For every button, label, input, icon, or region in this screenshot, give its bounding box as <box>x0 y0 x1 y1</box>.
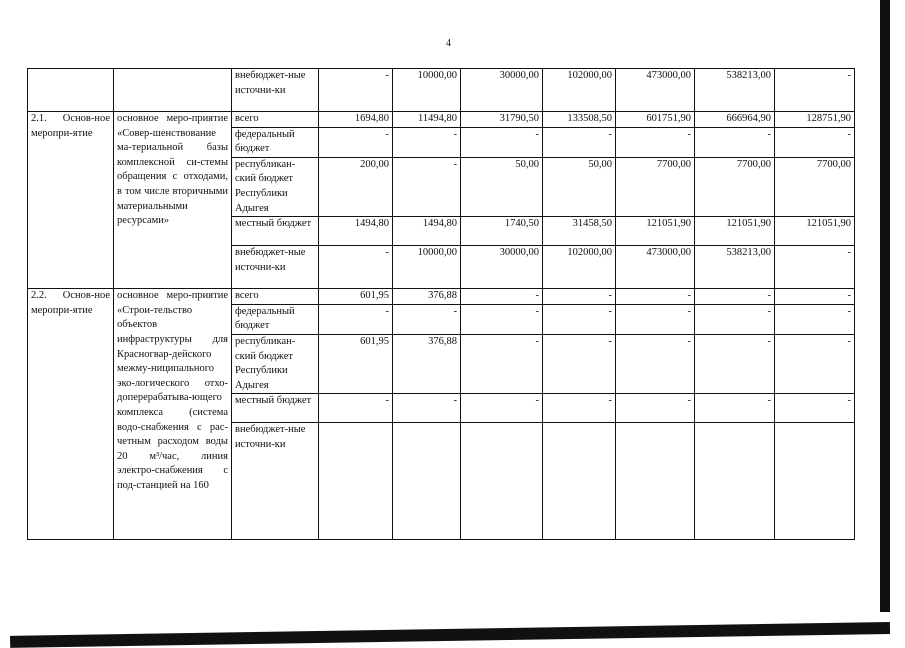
value-cell <box>319 423 393 540</box>
value-cell: 7700,00 <box>616 157 695 216</box>
funding-source: республикан-ский бюджет Республики Адыгея <box>232 157 319 216</box>
value-cell: - <box>543 394 616 423</box>
value-cell <box>775 423 855 540</box>
value-cell: - <box>775 289 855 305</box>
measure-cell <box>114 69 232 112</box>
value-cell: - <box>775 69 855 112</box>
value-cell: - <box>319 394 393 423</box>
table-row <box>28 289 855 305</box>
value-cell: 200,00 <box>319 157 393 216</box>
funding-source: федеральный бюджет <box>232 127 319 157</box>
measure-cell: основное меро-приятие «Строи-тельство объектов инфраструктуры для Красногвар-дейского межму-ниципального эко-логического отхо-доперерабатыва-ющего комплекса (система водо-снабжения с рас-четным расходом воды 20 м³/час, линия электро-снабжения с под-станцией на 160 <box>114 289 232 540</box>
section-cell <box>28 69 114 112</box>
value-cell: - <box>461 394 543 423</box>
value-cell <box>461 423 543 540</box>
funding-source: местный бюджет <box>232 394 319 423</box>
funding-source: всего <box>232 289 319 305</box>
value-cell: 376,88 <box>393 289 461 305</box>
value-cell: - <box>616 394 695 423</box>
value-cell: 11494,80 <box>393 112 461 128</box>
value-cell: 102000,00 <box>543 69 616 112</box>
value-cell: 30000,00 <box>461 69 543 112</box>
value-cell: - <box>616 127 695 157</box>
value-cell: - <box>616 334 695 393</box>
value-cell: 50,00 <box>461 157 543 216</box>
value-cell: - <box>393 304 461 334</box>
value-cell: 538213,00 <box>695 246 775 289</box>
value-cell: - <box>393 394 461 423</box>
section-cell: 2.2. Основ-ное меропри-ятие <box>28 289 114 540</box>
value-cell: - <box>543 127 616 157</box>
value-cell: - <box>695 127 775 157</box>
value-cell: 50,00 <box>543 157 616 216</box>
value-cell <box>616 423 695 540</box>
value-cell: - <box>775 246 855 289</box>
table-row <box>28 69 855 112</box>
value-cell: - <box>393 127 461 157</box>
value-cell: 601,95 <box>319 334 393 393</box>
value-cell <box>695 423 775 540</box>
value-cell <box>543 423 616 540</box>
value-cell: - <box>461 127 543 157</box>
value-cell: 121051,90 <box>695 217 775 246</box>
value-cell: - <box>775 127 855 157</box>
funding-source: федеральный бюджет <box>232 304 319 334</box>
value-cell: - <box>543 289 616 305</box>
funding-source: всего <box>232 112 319 128</box>
table-row <box>28 112 855 128</box>
scan-right-edge <box>880 0 890 612</box>
budget-table <box>27 68 855 540</box>
value-cell: 1494,80 <box>393 217 461 246</box>
value-cell: 538213,00 <box>695 69 775 112</box>
value-cell: 121051,90 <box>616 217 695 246</box>
value-cell: - <box>461 334 543 393</box>
value-cell: - <box>616 289 695 305</box>
value-cell: - <box>616 304 695 334</box>
measure-cell: основное меро-приятие «Совер-шенствование ма-териальной базы комплексной си-стемы обращения с отходами, в том числе вторичными материальными ресурсами» <box>114 112 232 289</box>
funding-source: местный бюджет <box>232 217 319 246</box>
value-cell: 133508,50 <box>543 112 616 128</box>
value-cell: - <box>319 127 393 157</box>
scan-bottom-edge <box>10 622 890 648</box>
value-cell: 1494,80 <box>319 217 393 246</box>
value-cell: 10000,00 <box>393 69 461 112</box>
value-cell: - <box>319 69 393 112</box>
value-cell: 473000,00 <box>616 246 695 289</box>
value-cell: 601751,90 <box>616 112 695 128</box>
value-cell: 1740,50 <box>461 217 543 246</box>
value-cell: 10000,00 <box>393 246 461 289</box>
value-cell: - <box>461 289 543 305</box>
value-cell: 473000,00 <box>616 69 695 112</box>
value-cell: 1694,80 <box>319 112 393 128</box>
value-cell: 601,95 <box>319 289 393 305</box>
section-cell: 2.1. Основ-ное меропри-ятие <box>28 112 114 289</box>
value-cell: - <box>461 304 543 334</box>
value-cell: 666964,90 <box>695 112 775 128</box>
value-cell: - <box>775 394 855 423</box>
value-cell: 376,88 <box>393 334 461 393</box>
value-cell: 121051,90 <box>775 217 855 246</box>
value-cell: - <box>775 304 855 334</box>
value-cell: - <box>695 289 775 305</box>
value-cell: - <box>543 334 616 393</box>
value-cell: 30000,00 <box>461 246 543 289</box>
value-cell: - <box>543 304 616 334</box>
value-cell: - <box>319 304 393 334</box>
value-cell: - <box>695 304 775 334</box>
value-cell: 128751,90 <box>775 112 855 128</box>
value-cell: 31458,50 <box>543 217 616 246</box>
page-number: 4 <box>446 38 451 49</box>
funding-source: внебюджет-ные источни-ки <box>232 69 319 112</box>
value-cell: - <box>319 246 393 289</box>
value-cell: 7700,00 <box>695 157 775 216</box>
value-cell: 7700,00 <box>775 157 855 216</box>
funding-source: внебюджет-ные источни-ки <box>232 246 319 289</box>
value-cell: - <box>695 334 775 393</box>
funding-source: внебюджет-ные источни-ки <box>232 423 319 540</box>
value-cell: - <box>393 157 461 216</box>
value-cell: 102000,00 <box>543 246 616 289</box>
value-cell: - <box>775 334 855 393</box>
value-cell: - <box>695 394 775 423</box>
value-cell <box>393 423 461 540</box>
value-cell: 31790,50 <box>461 112 543 128</box>
funding-source: республикан-ский бюджет Республики Адыгея <box>232 334 319 393</box>
